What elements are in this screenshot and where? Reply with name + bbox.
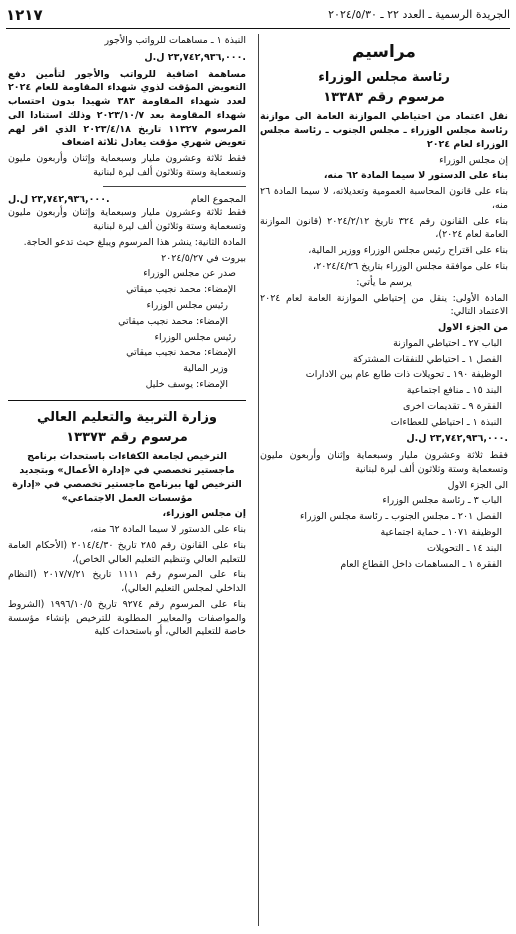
item-line: النبذة ١ ـ مساهمات للرواتب والأجور bbox=[104, 35, 246, 46]
decree-9274-line: بناء على المرسوم رقم ٩٢٧٤ تاريخ ١٩٩٦/١٠/٥ (الشروط والمواصفات والمعايير المطلوبة للترخيص بإنشاء مؤسسة خاصة للتعليم العالي، أو باستحداث كلية bbox=[8, 598, 246, 638]
total-amount: ٢٣,٧٤٢,٩٣٦,٠٠٠ ل.ل. bbox=[8, 193, 110, 205]
decrees-line: يرسم ما يأتي: bbox=[356, 276, 412, 288]
from-line: الفقرة ٩ ـ تقديمات اخرى bbox=[403, 400, 502, 412]
presidency-heading: رئاسة مجلس الوزراء bbox=[318, 69, 450, 85]
from-line: الفصل ١ ـ احتياطي للنفقات المشتركة bbox=[353, 353, 502, 365]
law-285-line: بناء على القانون رقم ٢٨٥ تاريخ ٢٠١٤/٤/٣٠ (الأحكام العامة للتعليم العالي وتنظيم التعليم العالي الخاص)، bbox=[8, 539, 246, 565]
from-line: البند ١٥ ـ منافع اجتماعية bbox=[406, 385, 502, 397]
ministry-heading: وزارة التربية والتعليم العالي bbox=[36, 409, 218, 425]
proposal-line: بناء على اقتراح رئيس مجلس الوزراء ووزير المالية، bbox=[308, 245, 508, 257]
section-separator bbox=[8, 400, 246, 401]
from-line: النبذة ١ ـ احتياطي للعطاءات bbox=[390, 416, 502, 428]
signature-line: الإمضاء: محمد نجيب ميقاتي bbox=[126, 284, 236, 296]
decree-1111-line: بناء على المرسوم رقم ١١١١ تاريخ ٢٠١٧/٧/٢١ (النظام الداخلي لمجلس التعليم العالي)، bbox=[8, 569, 247, 595]
from-part-label: من الجزء الاول bbox=[438, 322, 508, 334]
item-amount: ٢٣,٧٤٢,٩٣٦,٠٠٠ ل.ل. bbox=[144, 51, 246, 63]
to-line: البند ١٤ ـ التحويلات bbox=[426, 542, 502, 554]
contribution-description: مساهمة اضافية للرواتب والأجور لتأمين دفع التعويض المؤقت لذوي شهداء المقاومة للعام ٢٠٢٤ لعدد شهداء المقاومة ٣٨٣ شهيدا بدون احتساب شهداء المقاومة بعد ٢٠٢٣/١٠/٧ وذلك استنادا الى المرسوم ١١٣٢٧ تاريخ ٢٠٢٣/٤/١٨ الذي اقر لهم تعويض شهري مؤقت يعادل ثلاثة اضعاف bbox=[8, 68, 246, 149]
article-one: المادة الأولى: ينقل من إحتياطي الموازنة العامة لعام ٢٠٢٤ الاعتماد التالي: bbox=[260, 292, 508, 318]
page-number: ١٢١٧ bbox=[6, 6, 43, 24]
decree-number: مرسوم رقم ١٣٣٨٣ bbox=[323, 90, 445, 106]
total-row bbox=[8, 193, 246, 207]
from-line: الوظيفة ١٩٠ ـ تحويلات ذات طابع عام بين الادارات bbox=[305, 369, 502, 381]
decree-number: مرسوم رقم ١٣٣٧٣ bbox=[66, 430, 188, 446]
to-part-label: الى الجزء الاول bbox=[447, 479, 508, 491]
section-title: مراسيم bbox=[352, 42, 416, 62]
decree-subject: الترخيص لجامعة الكفاءات باستحداث برنامج ماجستير تخصصي في «إدارة الأعمال» وبتجديد الترخيص لها ببرنامج ماجستير تخصصي في «إدارة مؤسسات العمل الاجتماعي» bbox=[12, 451, 242, 504]
from-line: الباب ٢٧ ـ احتياطي الموازنة bbox=[393, 337, 502, 349]
amount-in-words: فقط ثلاثة وعشرون مليار وسبعماية وإثنان وأربعون مليون وتسعماية وستة وثلاثون ألف ليرة لبنانية bbox=[8, 153, 246, 178]
approval-line: بناء على موافقة مجلس الوزراء بتاريخ ٢٠٢٤/٤/٢٦، bbox=[313, 260, 508, 272]
constitution-line: بناء على الدستور لا سيما المادة ٦٢ منه، bbox=[90, 524, 246, 536]
cabinet-line: إن مجلس الوزراء، bbox=[162, 508, 246, 520]
issued-by: صدر عن مجلس الوزراء bbox=[143, 268, 236, 280]
amount-in-words: فقط ثلاثة وعشرون مليار وسبعماية وإثنان وأربعون مليون وتسعماية وستة وثلاثون ألف ليرة لبنانية bbox=[260, 450, 508, 475]
accounting-law-line: بناء على قانون المحاسبة العمومية وتعديلاته، لا سيما المادة ٢٦ منه، bbox=[260, 186, 508, 211]
to-line: الوظيفة ١٠٧١ ـ حماية اجتماعية bbox=[380, 527, 502, 538]
separator-line bbox=[103, 186, 246, 187]
total-label: المجموع العام bbox=[190, 193, 246, 205]
to-line: الفقرة ١ ـ المساهمات داخل القطاع العام bbox=[340, 558, 502, 570]
right-column bbox=[260, 34, 508, 573]
decree-subject: نقل اعتماد من احتياطي الموازنة العامة الى موازنة رئاسة مجلس الوزراء ـ مجلس الجنوب ـ رئاسة مجلس الوزراء لعام ٢٠٢٤ bbox=[260, 111, 508, 150]
article-two: المادة الثانية: ينشر هذا المرسوم ويبلغ حيث تدعو الحاجة. bbox=[23, 236, 246, 248]
pm-title: رئيس مجلس الوزراء bbox=[146, 300, 228, 312]
page-header bbox=[6, 6, 510, 29]
signature-line: الإمضاء: يوسف خليل bbox=[145, 378, 228, 390]
signature-line: الإمضاء: محمد نجيب ميقاتي bbox=[118, 315, 228, 327]
to-line: الفصل ٢٠١ ـ مجلس الجنوب ـ رئاسة مجلس الوزراء bbox=[299, 511, 502, 523]
signature-line: الإمضاء: محمد نجيب ميقاتي bbox=[126, 347, 236, 359]
to-line: الباب ٣ ـ رئاسة مجلس الوزراء bbox=[382, 495, 502, 507]
left-column bbox=[8, 34, 246, 641]
finance-minister-title: وزير المالية bbox=[183, 363, 228, 375]
constitution-line: بناء على الدستور لا سيما المادة ٦٢ منه، bbox=[323, 170, 508, 182]
gazette-issue-title: الجريدة الرسمية ـ العدد ٢٢ ـ ٢٠٢٤/٥/٣٠ bbox=[328, 8, 510, 21]
law-324-line: بناء على القانون رقم ٣٢٤ تاريخ ٢٠٢٤/٢/١٢ (قانون الموازنة العامة لعام ٢٠٢٤)، bbox=[260, 215, 508, 241]
transfer-amount: ٢٣,٧٤٢,٩٣٦,٠٠٠ ل.ل. bbox=[406, 433, 508, 445]
cabinet-line: إن مجلس الوزراء bbox=[439, 154, 508, 166]
pm-title: رئيس مجلس الوزراء bbox=[154, 331, 236, 343]
column-divider bbox=[258, 34, 259, 926]
total-in-words: فقط ثلاثة وعشرون مليار وسبعماية وإثنان وأربعون مليون وتسعماية وستة وثلاثون ألف ليرة لبنانية bbox=[8, 207, 246, 233]
beirut-date: بيروت في ٢٠٢٤/٥/٢٧ bbox=[161, 252, 246, 264]
